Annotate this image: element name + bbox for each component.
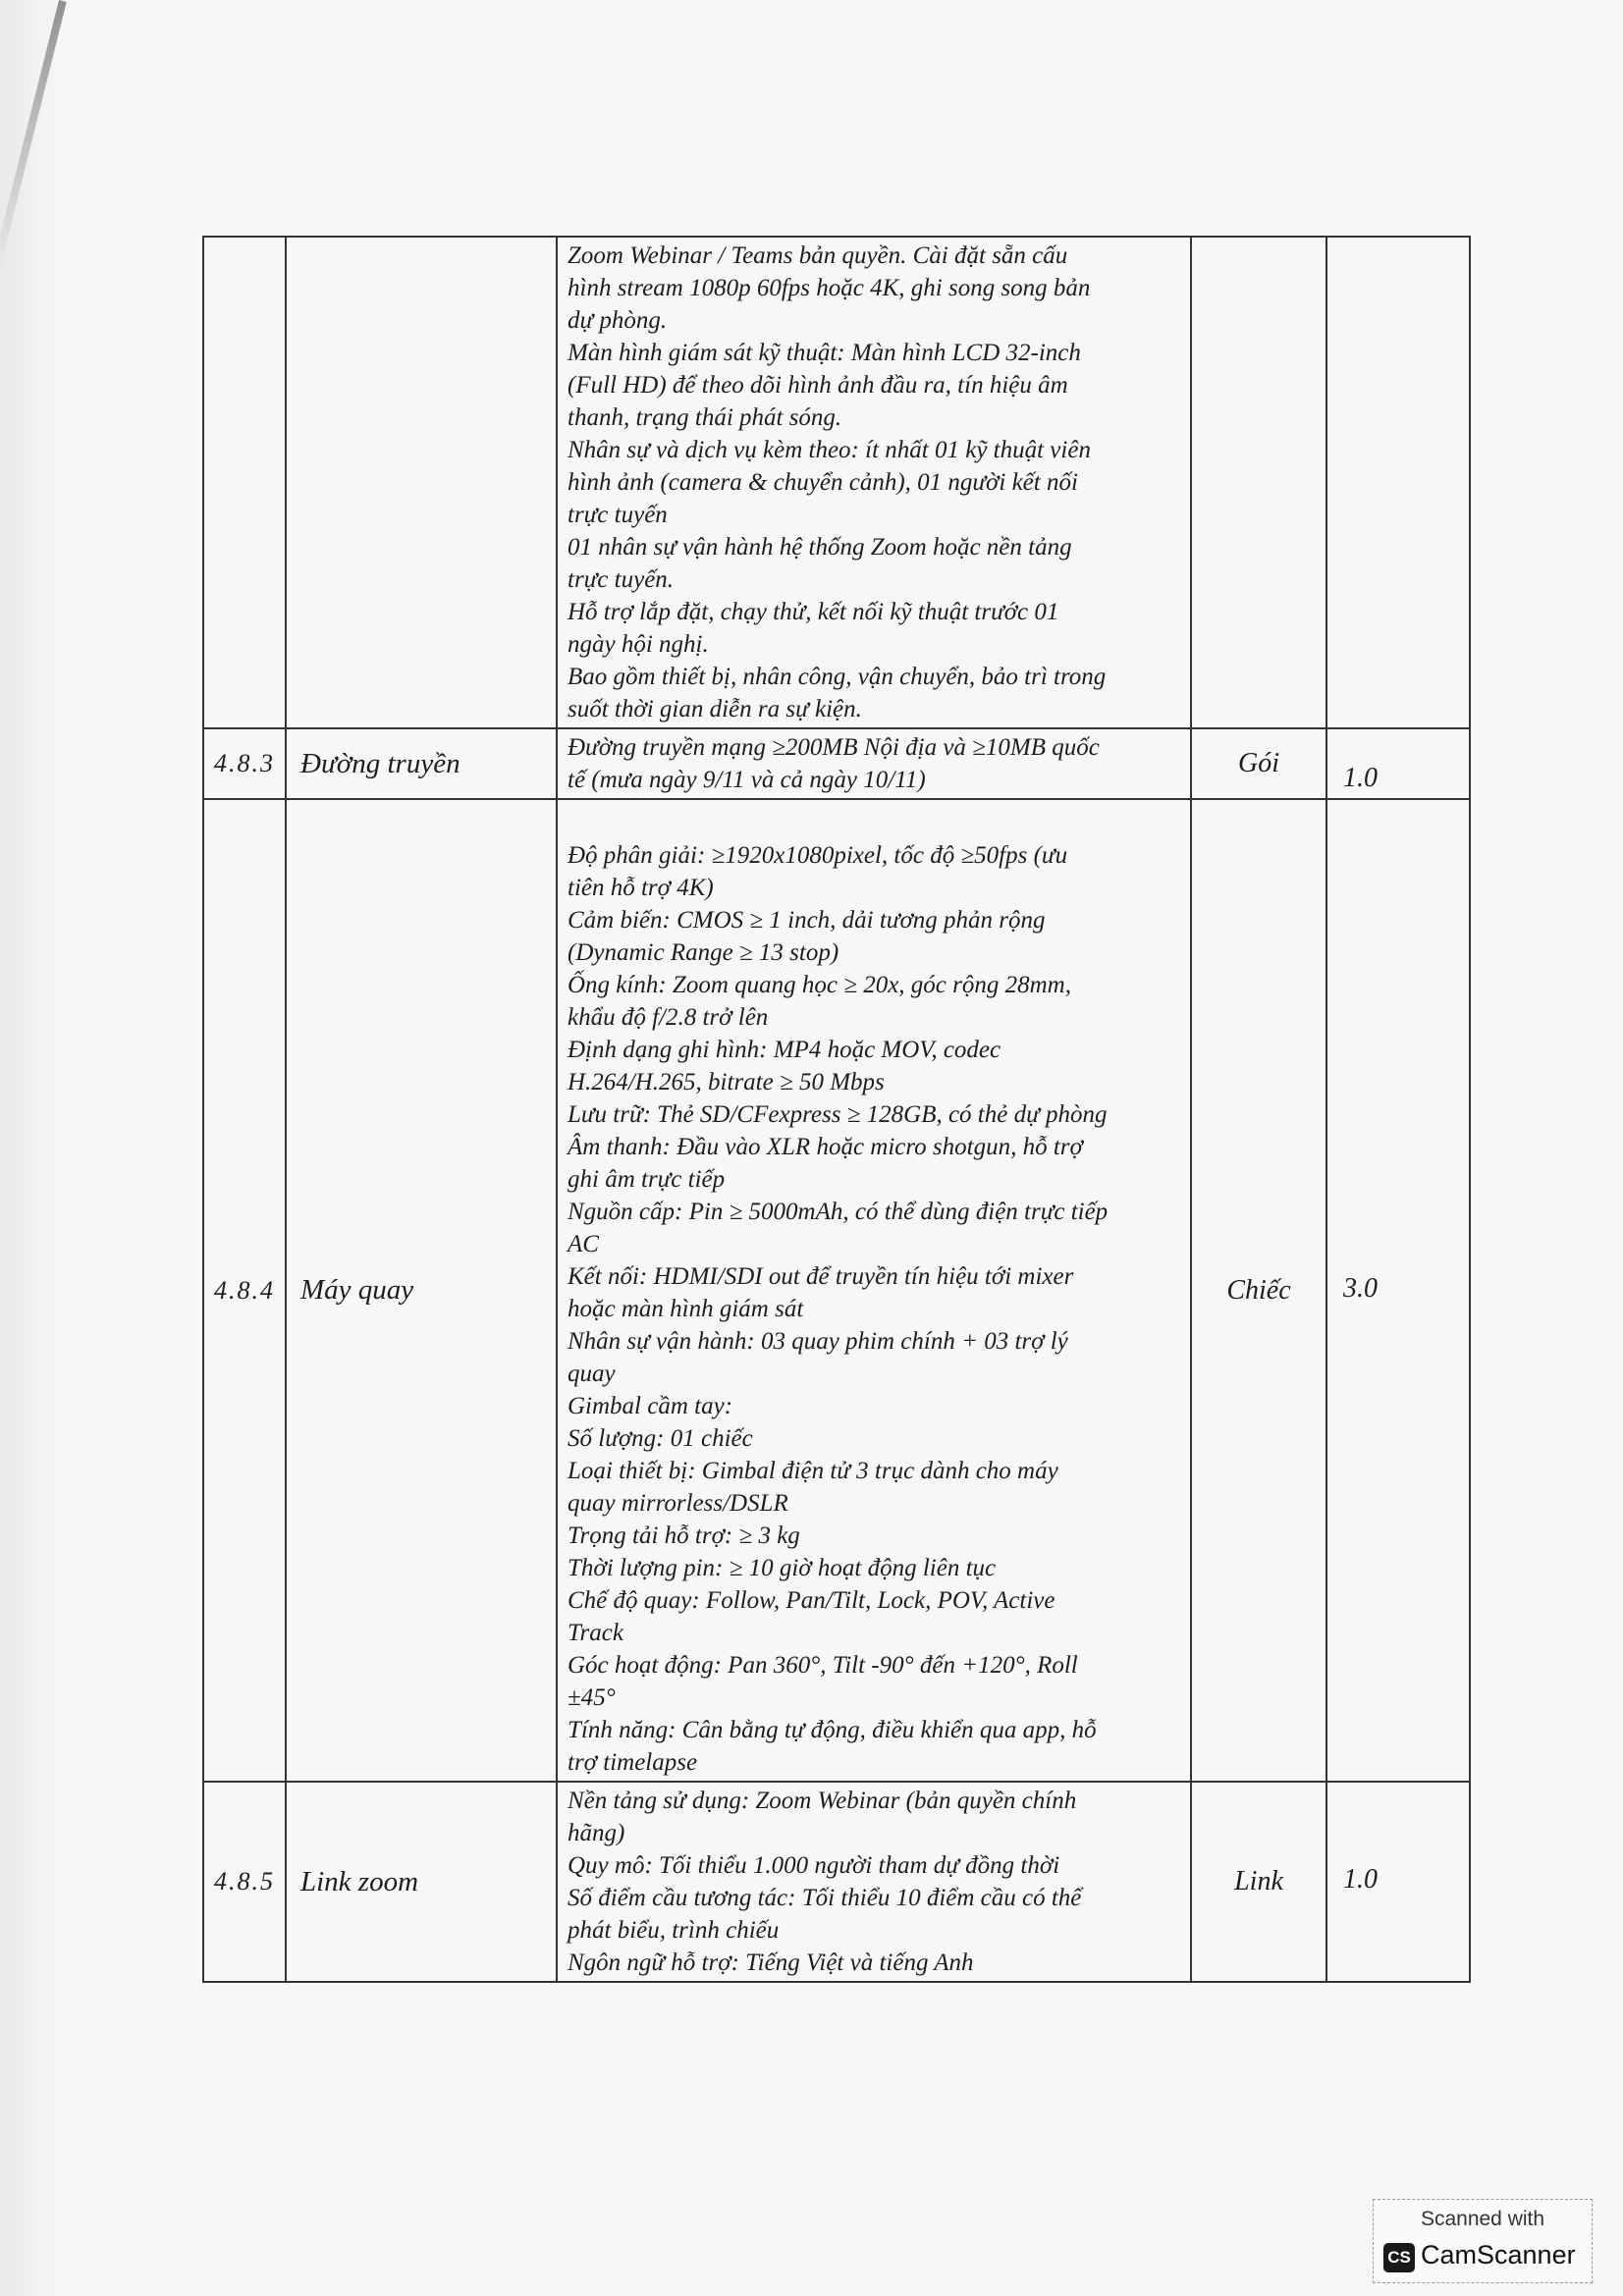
item-number [203,237,286,728]
description-line: Bao gồm thiết bị, nhân công, vận chuyển, bảo trì trong [568,664,1107,690]
description-line: Nguồn cấp: Pin ≥ 5000mAh, có thể dùng điện trực tiếp [568,1199,1109,1225]
item-unit: Gói [1191,728,1326,799]
scan-shadow [0,0,59,2296]
table-row [203,728,1470,799]
item-number: 4.8.3 [203,728,286,799]
table-row [203,1782,1470,1982]
quantity-value: 1.0 [1343,1864,1378,1895]
description-line: Màn hình giám sát kỹ thuật: Màn hình LCD 32-inch [568,340,1081,366]
description-line: ±45° [568,1684,616,1711]
description-line: Góc hoạt động: Pan 360°, Tilt -90° đến +120°, Roll [568,1652,1078,1679]
item-quantity [1326,1782,1470,1982]
description-line: Trọng tải hỗ trợ: ≥ 3 kg [568,1522,800,1549]
item-unit: Link [1191,1782,1326,1982]
item-unit [1191,237,1326,728]
item-name: Máy quay [286,799,557,1782]
description-line: ghi âm trực tiếp [568,1166,726,1193]
description-line: Âm thanh: Đầu vào XLR hoặc micro shotgun, hỗ trợ [568,1134,1083,1160]
description-line: trực tuyến. [568,566,675,593]
quantity-value: 1.0 [1343,763,1378,793]
description-line: phát biểu, trình chiếu [568,1917,780,1944]
description-line: hình stream 1080p 60fps hoặc 4K, ghi song song bản [568,275,1091,301]
description-line: suốt thời gian diễn ra sự kiện. [568,696,862,722]
item-name [286,237,557,728]
camscanner-brand: CamScanner [1421,2240,1576,2269]
description-line: Nhân sự và dịch vụ kèm theo: ít nhất 01 kỹ thuật viên [568,437,1091,463]
description-line: trực tuyến [568,502,668,528]
description-line: hoặc màn hình giám sát [568,1296,804,1322]
description-line: H.264/H.265, bitrate ≥ 50 Mbps [568,1069,885,1095]
camscanner-watermark [1373,2199,1593,2283]
description-line: Độ phân giải: ≥1920x1080pixel, tốc độ ≥50fps (ưu [568,842,1068,869]
description-line: Track [568,1620,623,1646]
description-line: Định dạng ghi hình: MP4 hoặc MOV, codec [568,1037,1001,1063]
item-number: 4.8.5 [203,1782,286,1982]
description-line: Ống kính: Zoom quang học ≥ 20x, góc rộng 28mm, [568,972,1071,998]
description-line: AC [568,1231,599,1257]
table-row [203,799,1470,1782]
item-name: Link zoom [286,1782,557,1982]
description-line: thanh, trạng thái phát sóng. [568,404,842,431]
description-line: (Full HD) để theo dõi hình ảnh đầu ra, tín hiệu âm [568,372,1068,399]
item-quantity [1326,799,1470,1782]
quantity-value [1343,723,1469,727]
description-line: ngày hội nghị. [568,631,709,658]
description-line: Hỗ trợ lắp đặt, chạy thử, kết nối kỹ thuật trước 01 [568,599,1059,625]
description-line: Loại thiết bị: Gimbal điện tử 3 trục dành cho máy [568,1458,1058,1484]
description-line: Thời lượng pin: ≥ 10 giờ hoạt động liên tục [568,1555,997,1581]
item-number: 4.8.4 [203,799,286,1782]
table-body [203,237,1470,1982]
quantity-value: 3.0 [1343,1272,1378,1304]
item-description [557,728,1191,799]
description-line: Lưu trữ: Thẻ SD/CFexpress ≥ 128GB, có thẻ dự phòng [568,1101,1108,1128]
description-line: tiên hỗ trợ 4K) [568,875,714,901]
description-line: Số điểm cầu tương tác: Tối thiểu 10 điểm cầu có thể [568,1885,1082,1911]
item-unit: Chiếc [1191,799,1326,1782]
description-line: quay mirrorless/DSLR [568,1490,788,1517]
description-line: Chế độ quay: Follow, Pan/Tilt, Lock, POV, Active [568,1587,1055,1614]
item-quantity [1326,728,1470,799]
item-description [557,237,1191,728]
table-row [203,237,1470,728]
description-line: Kết nối: HDMI/SDI out để truyền tín hiệu tới mixer [568,1263,1074,1290]
item-description [557,1782,1191,1982]
description-line: Gimbal cầm tay: [568,1393,733,1419]
description-line: Nhân sự vận hành: 03 quay phim chính + 03 trợ lý [568,1328,1068,1355]
description-line: Quy mô: Tối thiểu 1.000 người tham dự đồng thời [568,1852,1060,1879]
description-line: 01 nhân sự vận hành hệ thống Zoom hoặc nền tảng [568,534,1072,561]
description-line: (Dynamic Range ≥ 13 stop) [568,939,839,966]
description-line: Tính năng: Cân bằng tự động, điều khiển qua app, hỗ [568,1717,1097,1743]
description-line: khẩu độ f/2.8 trở lên [568,1004,769,1031]
item-name: Đường truyền [286,728,557,799]
item-description [557,799,1191,1782]
item-quantity [1326,237,1470,728]
description-line: Cảm biến: CMOS ≥ 1 inch, dải tương phản rộng [568,907,1046,934]
description-line: Số lượng: 01 chiếc [568,1425,753,1452]
specification-table [202,236,1471,1983]
description-line: Zoom Webinar / Teams bản quyền. Cài đặt sẵn cấu [568,242,1068,269]
description-line: hình ảnh (camera & chuyển cảnh), 01 người kết nối [568,469,1078,496]
description-line: quay [568,1361,616,1387]
description-line: dự phòng. [568,307,668,334]
camscanner-logo-icon: CS [1383,2243,1415,2272]
description-line: trợ timelapse [568,1749,698,1776]
description-line: Đường truyền mạng ≥200MB Nội địa và ≥10MB quốc [568,734,1100,761]
description-line: Nền tảng sử dụng: Zoom Webinar (bản quyền chính [568,1788,1077,1814]
description-line: Ngôn ngữ hỗ trợ: Tiếng Việt và tiếng Anh [568,1949,974,1976]
description-line: hãng) [568,1820,625,1846]
description-line: tế (mưa ngày 9/11 và cả ngày 10/11) [568,767,926,793]
scanned-with-label: Scanned with [1420,2208,1545,2230]
